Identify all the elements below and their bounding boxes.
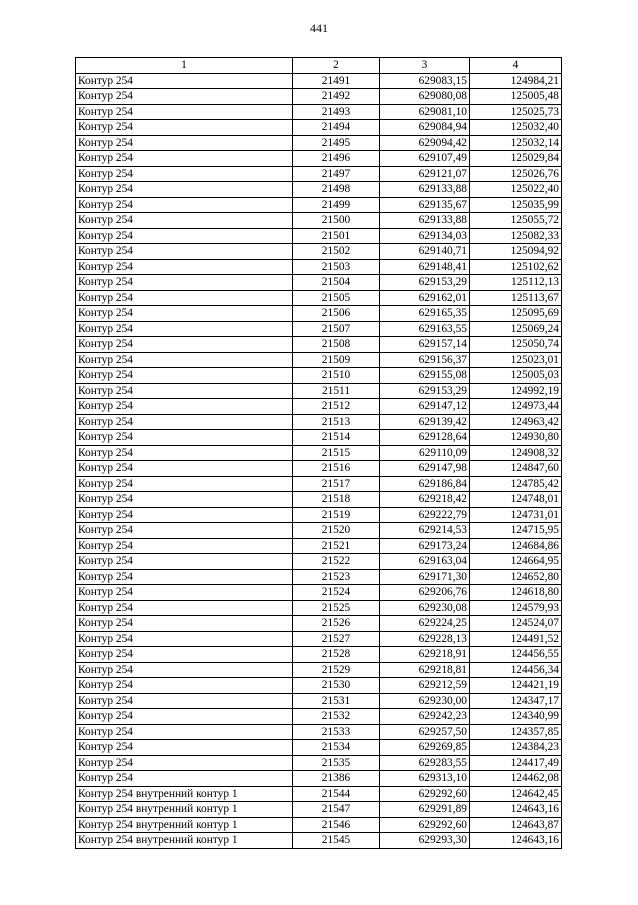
table-row xyxy=(76,833,562,849)
point-number-cell: 21531 xyxy=(293,693,380,709)
y-coordinate-cell: 125113,67 xyxy=(470,290,562,306)
contour-name-cell: Контур 254 xyxy=(76,104,293,120)
y-coordinate-cell: 125069,24 xyxy=(470,321,562,337)
contour-name-cell: Контур 254 xyxy=(76,569,293,585)
point-number-cell: 21511 xyxy=(293,383,380,399)
point-number-cell: 21506 xyxy=(293,306,380,322)
y-coordinate-cell: 124643,16 xyxy=(470,802,562,818)
contour-name-cell: Контур 254 внутренний контур 1 xyxy=(76,833,293,849)
point-number-cell: 21498 xyxy=(293,182,380,198)
x-coordinate-cell: 629269,85 xyxy=(380,740,470,756)
y-coordinate-cell: 125022,40 xyxy=(470,182,562,198)
x-coordinate-cell: 629147,98 xyxy=(380,461,470,477)
y-coordinate-cell: 125035,99 xyxy=(470,197,562,213)
table-row xyxy=(76,678,562,694)
y-coordinate-cell: 124785,42 xyxy=(470,476,562,492)
point-number-cell: 21525 xyxy=(293,600,380,616)
x-coordinate-cell: 629292,60 xyxy=(380,817,470,833)
y-coordinate-cell: 124930,80 xyxy=(470,430,562,446)
table-row xyxy=(76,631,562,647)
point-number-cell: 21521 xyxy=(293,538,380,554)
y-coordinate-cell: 125005,03 xyxy=(470,368,562,384)
contour-name-cell: Контур 254 xyxy=(76,383,293,399)
contour-name-cell: Контур 254 xyxy=(76,740,293,756)
x-coordinate-cell: 629110,09 xyxy=(380,445,470,461)
x-coordinate-cell: 629171,30 xyxy=(380,569,470,585)
y-coordinate-cell: 124456,34 xyxy=(470,662,562,678)
table-row xyxy=(76,120,562,136)
x-coordinate-cell: 629165,35 xyxy=(380,306,470,322)
contour-name-cell: Контур 254 xyxy=(76,492,293,508)
y-coordinate-cell: 125023,01 xyxy=(470,352,562,368)
table-row xyxy=(76,616,562,632)
contour-name-cell: Контур 254 xyxy=(76,616,293,632)
table-row xyxy=(76,709,562,725)
table-row xyxy=(76,228,562,244)
y-coordinate-cell: 124643,87 xyxy=(470,817,562,833)
point-number-cell: 21532 xyxy=(293,709,380,725)
point-number-cell: 21491 xyxy=(293,73,380,89)
y-coordinate-cell: 125025,73 xyxy=(470,104,562,120)
x-coordinate-cell: 629163,55 xyxy=(380,321,470,337)
table-row xyxy=(76,135,562,151)
contour-name-cell: Контур 254 xyxy=(76,321,293,337)
table-row xyxy=(76,554,562,570)
y-coordinate-cell: 125026,76 xyxy=(470,166,562,182)
point-number-cell: 21492 xyxy=(293,89,380,105)
x-coordinate-cell: 629157,14 xyxy=(380,337,470,353)
point-number-cell: 21535 xyxy=(293,755,380,771)
contour-name-cell: Контур 254 xyxy=(76,213,293,229)
contour-name-cell: Контур 254 xyxy=(76,771,293,787)
header-cell-4: 4 xyxy=(470,58,562,74)
x-coordinate-cell: 629291,89 xyxy=(380,802,470,818)
table-row xyxy=(76,166,562,182)
table-row xyxy=(76,662,562,678)
table-header-row xyxy=(76,58,562,74)
header-cell-2: 2 xyxy=(293,58,380,74)
point-number-cell: 21504 xyxy=(293,275,380,291)
contour-name-cell: Контур 254 внутренний контур 1 xyxy=(76,802,293,818)
x-coordinate-cell: 629292,60 xyxy=(380,786,470,802)
table-row xyxy=(76,585,562,601)
table-row xyxy=(76,197,562,213)
point-number-cell: 21507 xyxy=(293,321,380,337)
y-coordinate-cell: 124992,19 xyxy=(470,383,562,399)
y-coordinate-cell: 125102,62 xyxy=(470,259,562,275)
table-row xyxy=(76,383,562,399)
table-row xyxy=(76,213,562,229)
y-coordinate-cell: 124973,44 xyxy=(470,399,562,415)
y-coordinate-cell: 124715,95 xyxy=(470,523,562,539)
table-row xyxy=(76,523,562,539)
x-coordinate-cell: 629084,94 xyxy=(380,120,470,136)
y-coordinate-cell: 125005,48 xyxy=(470,89,562,105)
point-number-cell: 21519 xyxy=(293,507,380,523)
table-row xyxy=(76,151,562,167)
point-number-cell: 21515 xyxy=(293,445,380,461)
point-number-cell: 21499 xyxy=(293,197,380,213)
point-number-cell: 21503 xyxy=(293,259,380,275)
x-coordinate-cell: 629162,01 xyxy=(380,290,470,306)
contour-name-cell: Контур 254 xyxy=(76,461,293,477)
x-coordinate-cell: 629153,29 xyxy=(380,383,470,399)
contour-name-cell: Контур 254 xyxy=(76,445,293,461)
y-coordinate-cell: 124462,08 xyxy=(470,771,562,787)
x-coordinate-cell: 629313,10 xyxy=(380,771,470,787)
point-number-cell: 21530 xyxy=(293,678,380,694)
point-number-cell: 21517 xyxy=(293,476,380,492)
point-number-cell: 21527 xyxy=(293,631,380,647)
y-coordinate-cell: 125094,92 xyxy=(470,244,562,260)
contour-name-cell: Контур 254 xyxy=(76,73,293,89)
x-coordinate-cell: 629080,08 xyxy=(380,89,470,105)
table-row xyxy=(76,104,562,120)
table-row xyxy=(76,368,562,384)
x-coordinate-cell: 629293,30 xyxy=(380,833,470,849)
contour-name-cell: Контур 254 xyxy=(76,662,293,678)
y-coordinate-cell: 124963,42 xyxy=(470,414,562,430)
contour-name-cell: Контур 254 xyxy=(76,755,293,771)
contour-name-cell: Контур 254 xyxy=(76,554,293,570)
table-row xyxy=(76,600,562,616)
point-number-cell: 21526 xyxy=(293,616,380,632)
point-number-cell: 21547 xyxy=(293,802,380,818)
y-coordinate-cell: 124579,93 xyxy=(470,600,562,616)
point-number-cell: 21494 xyxy=(293,120,380,136)
contour-name-cell: Контур 254 xyxy=(76,678,293,694)
contour-name-cell: Контур 254 внутренний контур 1 xyxy=(76,786,293,802)
table-row xyxy=(76,817,562,833)
table-row xyxy=(76,569,562,585)
x-coordinate-cell: 629155,08 xyxy=(380,368,470,384)
contour-name-cell: Контур 254 xyxy=(76,337,293,353)
x-coordinate-cell: 629134,03 xyxy=(380,228,470,244)
contour-name-cell: Контур 254 xyxy=(76,228,293,244)
point-number-cell: 21546 xyxy=(293,817,380,833)
y-coordinate-cell: 124456,55 xyxy=(470,647,562,663)
table-row xyxy=(76,445,562,461)
y-coordinate-cell: 124417,49 xyxy=(470,755,562,771)
table-row xyxy=(76,647,562,663)
y-coordinate-cell: 124357,85 xyxy=(470,724,562,740)
header-cell-3: 3 xyxy=(380,58,470,74)
point-number-cell: 21497 xyxy=(293,166,380,182)
contour-name-cell: Контур 254 xyxy=(76,538,293,554)
point-number-cell: 21544 xyxy=(293,786,380,802)
contour-name-cell: Контур 254 xyxy=(76,631,293,647)
contour-name-cell: Контур 254 xyxy=(76,399,293,415)
x-coordinate-cell: 629147,12 xyxy=(380,399,470,415)
y-coordinate-cell: 124664,95 xyxy=(470,554,562,570)
point-number-cell: 21523 xyxy=(293,569,380,585)
table-row xyxy=(76,337,562,353)
point-number-cell: 21512 xyxy=(293,399,380,415)
point-number-cell: 21516 xyxy=(293,461,380,477)
contour-name-cell: Контур 254 xyxy=(76,693,293,709)
y-coordinate-cell: 124643,16 xyxy=(470,833,562,849)
table-row xyxy=(76,89,562,105)
table-row xyxy=(76,259,562,275)
table-row xyxy=(76,414,562,430)
contour-name-cell: Контур 254 xyxy=(76,166,293,182)
x-coordinate-cell: 629081,10 xyxy=(380,104,470,120)
y-coordinate-cell: 125032,40 xyxy=(470,120,562,136)
x-coordinate-cell: 629173,24 xyxy=(380,538,470,554)
x-coordinate-cell: 629133,88 xyxy=(380,213,470,229)
table-row xyxy=(76,476,562,492)
contour-name-cell: Контур 254 xyxy=(76,600,293,616)
y-coordinate-cell: 124731,01 xyxy=(470,507,562,523)
table-row xyxy=(76,771,562,787)
point-number-cell: 21505 xyxy=(293,290,380,306)
x-coordinate-cell: 629257,50 xyxy=(380,724,470,740)
x-coordinate-cell: 629218,42 xyxy=(380,492,470,508)
x-coordinate-cell: 629214,53 xyxy=(380,523,470,539)
contour-name-cell: Контур 254 xyxy=(76,352,293,368)
table-row xyxy=(76,352,562,368)
point-number-cell: 21508 xyxy=(293,337,380,353)
contour-name-cell: Контур 254 xyxy=(76,523,293,539)
x-coordinate-cell: 629139,42 xyxy=(380,414,470,430)
table-row xyxy=(76,182,562,198)
x-coordinate-cell: 629242,23 xyxy=(380,709,470,725)
table-row xyxy=(76,306,562,322)
x-coordinate-cell: 629153,29 xyxy=(380,275,470,291)
point-number-cell: 21386 xyxy=(293,771,380,787)
point-number-cell: 21496 xyxy=(293,151,380,167)
point-number-cell: 21533 xyxy=(293,724,380,740)
y-coordinate-cell: 124908,32 xyxy=(470,445,562,461)
y-coordinate-cell: 125032,14 xyxy=(470,135,562,151)
contour-name-cell: Контур 254 xyxy=(76,647,293,663)
table-row xyxy=(76,802,562,818)
contour-name-cell: Контур 254 xyxy=(76,585,293,601)
y-coordinate-cell: 125112,13 xyxy=(470,275,562,291)
table-row xyxy=(76,724,562,740)
y-coordinate-cell: 124847,60 xyxy=(470,461,562,477)
coordinates-table xyxy=(75,57,562,849)
y-coordinate-cell: 124642,45 xyxy=(470,786,562,802)
contour-name-cell: Контур 254 xyxy=(76,476,293,492)
point-number-cell: 21528 xyxy=(293,647,380,663)
point-number-cell: 21534 xyxy=(293,740,380,756)
point-number-cell: 21545 xyxy=(293,833,380,849)
table-row xyxy=(76,538,562,554)
y-coordinate-cell: 125082,33 xyxy=(470,228,562,244)
x-coordinate-cell: 629224,25 xyxy=(380,616,470,632)
contour-name-cell: Контур 254 xyxy=(76,197,293,213)
x-coordinate-cell: 629107,49 xyxy=(380,151,470,167)
y-coordinate-cell: 124684,86 xyxy=(470,538,562,554)
table-row xyxy=(76,786,562,802)
header-cell-1: 1 xyxy=(76,58,293,74)
table-row xyxy=(76,740,562,756)
x-coordinate-cell: 629206,76 xyxy=(380,585,470,601)
point-number-cell: 21518 xyxy=(293,492,380,508)
point-number-cell: 21524 xyxy=(293,585,380,601)
y-coordinate-cell: 124347,17 xyxy=(470,693,562,709)
x-coordinate-cell: 629212,59 xyxy=(380,678,470,694)
contour-name-cell: Контур 254 xyxy=(76,290,293,306)
contour-name-cell: Контур 254 xyxy=(76,724,293,740)
y-coordinate-cell: 124340,99 xyxy=(470,709,562,725)
x-coordinate-cell: 629230,08 xyxy=(380,600,470,616)
y-coordinate-cell: 124524,07 xyxy=(470,616,562,632)
table-row xyxy=(76,73,562,89)
point-number-cell: 21513 xyxy=(293,414,380,430)
x-coordinate-cell: 629121,07 xyxy=(380,166,470,182)
x-coordinate-cell: 629222,79 xyxy=(380,507,470,523)
contour-name-cell: Контур 254 xyxy=(76,275,293,291)
y-coordinate-cell: 125055,72 xyxy=(470,213,562,229)
table-row xyxy=(76,399,562,415)
x-coordinate-cell: 629228,13 xyxy=(380,631,470,647)
table-row xyxy=(76,755,562,771)
x-coordinate-cell: 629148,41 xyxy=(380,259,470,275)
x-coordinate-cell: 629283,55 xyxy=(380,755,470,771)
x-coordinate-cell: 629128,64 xyxy=(380,430,470,446)
x-coordinate-cell: 629218,81 xyxy=(380,662,470,678)
contour-name-cell: Контур 254 xyxy=(76,89,293,105)
contour-name-cell: Контур 254 xyxy=(76,244,293,260)
contour-name-cell: Контур 254 xyxy=(76,306,293,322)
y-coordinate-cell: 124748,01 xyxy=(470,492,562,508)
y-coordinate-cell: 125095,69 xyxy=(470,306,562,322)
table-row xyxy=(76,492,562,508)
contour-name-cell: Контур 254 xyxy=(76,135,293,151)
page-number: 441 xyxy=(310,21,328,35)
contour-name-cell: Контур 254 xyxy=(76,430,293,446)
y-coordinate-cell: 124384,23 xyxy=(470,740,562,756)
x-coordinate-cell: 629083,15 xyxy=(380,73,470,89)
point-number-cell: 21495 xyxy=(293,135,380,151)
contour-name-cell: Контур 254 xyxy=(76,120,293,136)
contour-name-cell: Контур 254 xyxy=(76,151,293,167)
point-number-cell: 21509 xyxy=(293,352,380,368)
x-coordinate-cell: 629135,67 xyxy=(380,197,470,213)
point-number-cell: 21529 xyxy=(293,662,380,678)
point-number-cell: 21514 xyxy=(293,430,380,446)
contour-name-cell: Контур 254 xyxy=(76,709,293,725)
y-coordinate-cell: 124652,80 xyxy=(470,569,562,585)
table-row xyxy=(76,461,562,477)
y-coordinate-cell: 124984,21 xyxy=(470,73,562,89)
x-coordinate-cell: 629140,71 xyxy=(380,244,470,260)
x-coordinate-cell: 629163,04 xyxy=(380,554,470,570)
x-coordinate-cell: 629218,91 xyxy=(380,647,470,663)
y-coordinate-cell: 124491,52 xyxy=(470,631,562,647)
y-coordinate-cell: 125029,84 xyxy=(470,151,562,167)
table-row xyxy=(76,693,562,709)
contour-name-cell: Контур 254 xyxy=(76,182,293,198)
y-coordinate-cell: 124618,80 xyxy=(470,585,562,601)
contour-name-cell: Контур 254 xyxy=(76,368,293,384)
point-number-cell: 21522 xyxy=(293,554,380,570)
x-coordinate-cell: 629133,88 xyxy=(380,182,470,198)
table-row xyxy=(76,290,562,306)
point-number-cell: 21502 xyxy=(293,244,380,260)
table-row xyxy=(76,244,562,260)
point-number-cell: 21510 xyxy=(293,368,380,384)
table-row xyxy=(76,321,562,337)
contour-name-cell: Контур 254 внутренний контур 1 xyxy=(76,817,293,833)
contour-name-cell: Контур 254 xyxy=(76,259,293,275)
table-row xyxy=(76,507,562,523)
x-coordinate-cell: 629230,00 xyxy=(380,693,470,709)
point-number-cell: 21493 xyxy=(293,104,380,120)
x-coordinate-cell: 629186,84 xyxy=(380,476,470,492)
x-coordinate-cell: 629156,37 xyxy=(380,352,470,368)
y-coordinate-cell: 125050,74 xyxy=(470,337,562,353)
contour-name-cell: Контур 254 xyxy=(76,507,293,523)
point-number-cell: 21501 xyxy=(293,228,380,244)
table-row xyxy=(76,275,562,291)
table-row xyxy=(76,430,562,446)
contour-name-cell: Контур 254 xyxy=(76,414,293,430)
point-number-cell: 21520 xyxy=(293,523,380,539)
y-coordinate-cell: 124421,19 xyxy=(470,678,562,694)
point-number-cell: 21500 xyxy=(293,213,380,229)
x-coordinate-cell: 629094,42 xyxy=(380,135,470,151)
